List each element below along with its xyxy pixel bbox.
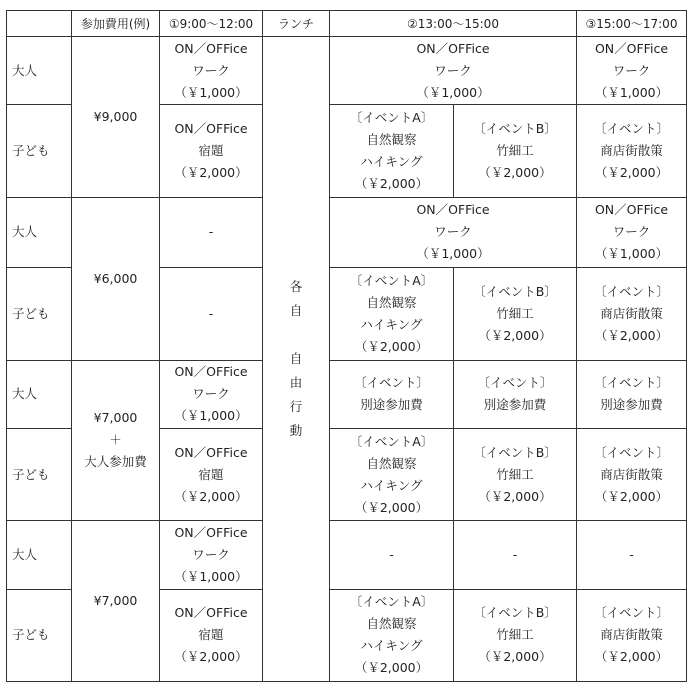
event-a-cell <box>330 589 454 681</box>
event-price: （￥2,000） <box>354 660 429 676</box>
header-row <box>7 11 687 37</box>
session1-work-cell <box>160 521 263 589</box>
event-title: 〔イベントB〕 <box>473 121 557 137</box>
program-type: ワーク <box>192 546 230 562</box>
program-price: （￥1,000） <box>416 84 490 100</box>
event-c-cell <box>577 268 687 360</box>
event-name: 商店街散策 <box>600 143 663 159</box>
event-a-cell <box>330 428 454 520</box>
row-label-child: 子ども <box>7 105 72 197</box>
header-session-2: ②13:00～15:00 <box>330 11 577 37</box>
program-name: ON／OFFice <box>174 524 248 540</box>
program-type: ワーク <box>434 224 472 240</box>
event-c-cell <box>577 105 687 197</box>
event-note: 別途参加費 <box>483 397 547 413</box>
session2-work-cell <box>330 197 577 267</box>
event-price: （￥2,000） <box>354 338 429 354</box>
program-type: ワーク <box>612 62 651 78</box>
fee-plus: ＋ <box>109 432 122 448</box>
event-name: 竹細工 <box>496 305 534 321</box>
program-name: ON／OFFice <box>174 364 248 380</box>
header-session-1: ①9:00～12:00 <box>160 11 263 37</box>
fee-cell <box>72 197 160 360</box>
program-price: （￥1,000） <box>594 246 669 262</box>
program-name: ON／OFFice <box>174 40 248 56</box>
fee-cell <box>72 37 160 198</box>
program-price: （￥1,000） <box>174 408 248 424</box>
program-price: （￥1,000） <box>174 568 248 584</box>
program-price: （￥2,000） <box>174 649 248 665</box>
program-price: （￥1,000） <box>594 84 669 100</box>
event-title: 〔イベント〕 <box>593 283 669 299</box>
event-name: 竹細工 <box>496 627 534 643</box>
event-name: ハイキング <box>360 316 423 332</box>
row-label-adult: 大人 <box>7 360 72 428</box>
schedule-fee-table <box>6 10 687 682</box>
fee-amount: ¥7,000 <box>93 410 138 426</box>
event-price: （￥2,000） <box>354 499 429 515</box>
session2-work-cell <box>330 37 577 105</box>
event-name: 竹細工 <box>496 466 534 482</box>
event-a-cell <box>330 268 454 360</box>
lunch-char: 由 <box>289 375 303 391</box>
event-title: 〔イベント〕 <box>353 375 429 391</box>
event-name: 商店街散策 <box>600 466 663 482</box>
event-price: （￥2,000） <box>354 176 429 192</box>
event-title: 〔イベント〕 <box>593 444 669 460</box>
session3-work-cell <box>577 197 687 267</box>
event-title: 〔イベントB〕 <box>473 283 557 299</box>
lunch-char: 自 <box>289 303 303 319</box>
row-label-adult: 大人 <box>7 37 72 105</box>
program-name: ON／OFFice <box>594 40 669 56</box>
row-label-child: 子ども <box>7 589 72 681</box>
event-separate-cell <box>330 360 454 428</box>
event-price: （￥2,000） <box>478 327 552 343</box>
session1-dash-cell: - <box>160 197 263 267</box>
header-session-3: ③15:00～17:00 <box>577 11 687 37</box>
header-lunch: ランチ <box>263 11 330 37</box>
event-note: 別途参加費 <box>360 397 423 413</box>
row-label-adult: 大人 <box>7 197 72 267</box>
event-name: ハイキング <box>360 638 423 654</box>
row-label-adult: 大人 <box>7 521 72 589</box>
session1-work-cell <box>160 37 263 105</box>
session1-work-cell <box>160 360 263 428</box>
fee-amount: ¥6,000 <box>93 270 138 286</box>
program-type: 宿題 <box>198 627 224 643</box>
fee-cell <box>72 360 160 521</box>
table-row <box>7 197 687 267</box>
event-title: 〔イベント〕 <box>593 605 669 621</box>
event-name: 商店街散策 <box>600 627 663 643</box>
event-title: 〔イベントB〕 <box>473 444 557 460</box>
lunch-cell <box>263 37 330 682</box>
program-type: ワーク <box>192 62 230 78</box>
lunch-char: 自 <box>289 351 303 367</box>
event-b-cell <box>454 105 577 197</box>
lunch-char: 各 <box>289 279 303 295</box>
event-separate-cell <box>577 360 687 428</box>
lunch-char: 動 <box>289 423 303 439</box>
event-price: （￥2,000） <box>594 649 669 665</box>
event-a-cell <box>330 105 454 197</box>
event-price: （￥2,000） <box>594 327 669 343</box>
event-price: （￥2,000） <box>478 649 552 665</box>
program-price: （￥1,000） <box>174 84 248 100</box>
session1-homework-cell <box>160 105 263 197</box>
fee-cell <box>72 521 160 682</box>
row-label-child: 子ども <box>7 268 72 360</box>
event-title: 〔イベントA〕 <box>349 272 434 288</box>
lunch-char <box>265 323 327 347</box>
header-fee: 参加費用(例) <box>72 11 160 37</box>
fee-amount: ¥9,000 <box>93 108 138 124</box>
session3-dash-cell: - <box>577 521 687 589</box>
event-price: （￥2,000） <box>478 165 552 181</box>
program-price: （￥2,000） <box>174 488 248 504</box>
program-type: ワーク <box>434 62 472 78</box>
event-price: （￥2,000） <box>594 488 669 504</box>
program-type: ワーク <box>192 386 230 402</box>
program-name: ON／OFFice <box>416 202 490 218</box>
event-note: 別途参加費 <box>600 397 663 413</box>
program-name: ON／OFFice <box>174 121 248 137</box>
event-separate-cell <box>454 360 577 428</box>
event-name: 自然観察 <box>366 455 417 471</box>
session3-work-cell <box>577 37 687 105</box>
event-name: 自然観察 <box>366 294 417 310</box>
event-name: ハイキング <box>360 477 423 493</box>
table-row <box>7 37 687 105</box>
program-type: 宿題 <box>198 143 224 159</box>
session1-dash-cell: - <box>160 268 263 360</box>
header-blank <box>7 11 72 37</box>
table-row <box>7 360 687 428</box>
row-label-child: 子ども <box>7 428 72 520</box>
program-type: 宿題 <box>198 466 224 482</box>
event-price: （￥2,000） <box>478 488 552 504</box>
event-title: 〔イベント〕 <box>477 375 553 391</box>
event-name: 竹細工 <box>496 143 534 159</box>
program-name: ON／OFFice <box>174 605 248 621</box>
event-title: 〔イベントA〕 <box>349 594 434 610</box>
event-title: 〔イベントB〕 <box>473 605 557 621</box>
event-b-cell <box>454 589 577 681</box>
lunch-char: 行 <box>289 399 303 415</box>
program-type: ワーク <box>612 224 651 240</box>
event-name: 商店街散策 <box>600 305 663 321</box>
program-price: （￥1,000） <box>416 246 490 262</box>
fee-note: 大人参加費 <box>84 454 147 470</box>
event-b-cell <box>454 428 577 520</box>
table-row <box>7 521 687 589</box>
event-title: 〔イベント〕 <box>593 121 669 137</box>
event-c-cell <box>577 589 687 681</box>
event-price: （￥2,000） <box>594 165 669 181</box>
event-b-cell <box>454 268 577 360</box>
session2b-dash-cell: - <box>454 521 577 589</box>
program-name: ON／OFFice <box>174 444 248 460</box>
program-price: （￥2,000） <box>174 165 248 181</box>
event-title: 〔イベントA〕 <box>349 433 434 449</box>
program-name: ON／OFFice <box>594 202 669 218</box>
event-name: 自然観察 <box>366 132 417 148</box>
event-name: 自然観察 <box>366 616 417 632</box>
session1-homework-cell <box>160 428 263 520</box>
session2a-dash-cell: - <box>330 521 454 589</box>
event-name: ハイキング <box>360 154 423 170</box>
event-title: 〔イベントA〕 <box>349 110 434 126</box>
fee-amount: ¥7,000 <box>93 593 138 609</box>
program-name: ON／OFFice <box>416 40 490 56</box>
session1-homework-cell <box>160 589 263 681</box>
event-c-cell <box>577 428 687 520</box>
event-title: 〔イベント〕 <box>593 375 669 391</box>
